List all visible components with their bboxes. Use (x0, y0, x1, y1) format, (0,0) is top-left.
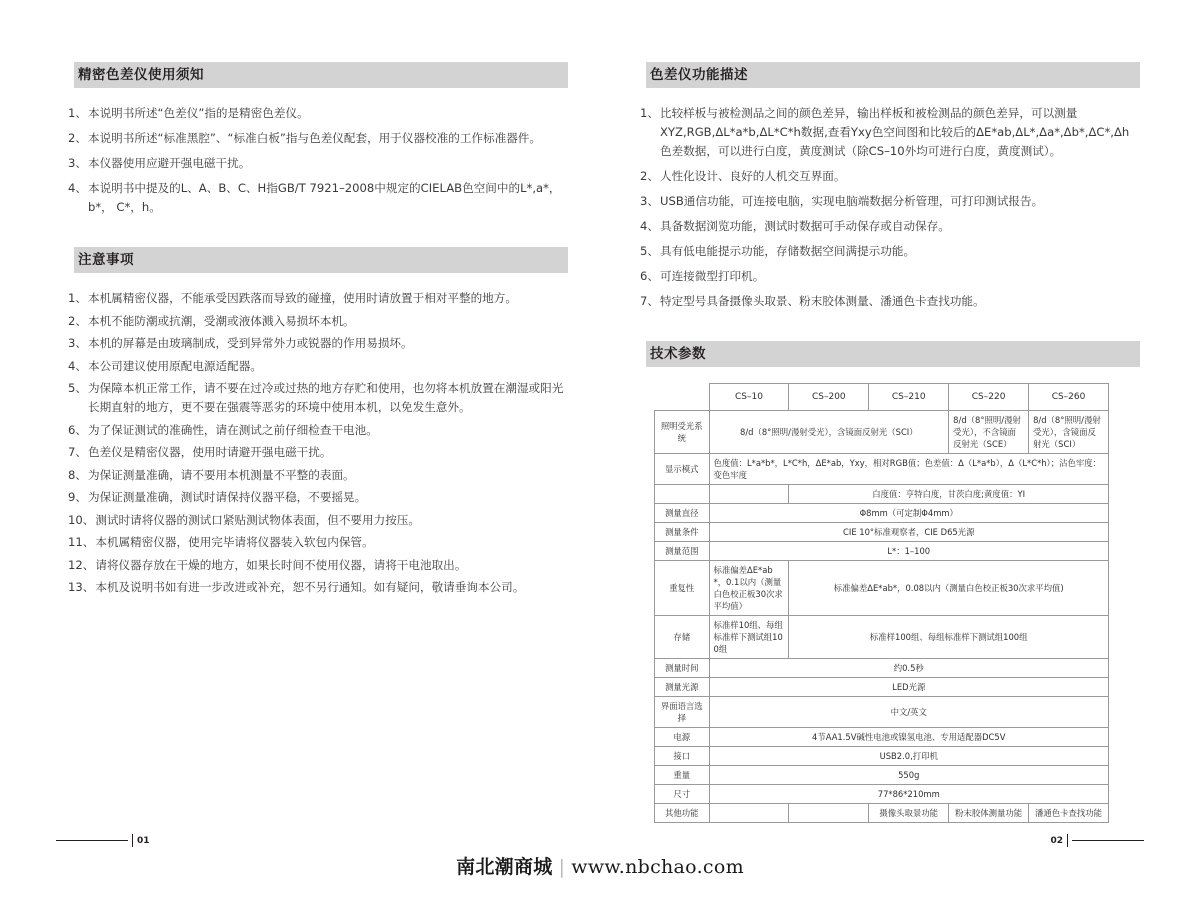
list-item (640, 217, 1140, 236)
page-right (600, 0, 1200, 905)
list-item-text: 本公司建议使用原配电源适配器。 (87, 358, 262, 373)
list-item-text: 本机的屏幕是由玻璃制成，受到异常外力或锐器的作用易损坏。 (87, 336, 413, 350)
spec-table-row-label: 电源 (655, 728, 710, 747)
list-item (68, 379, 568, 417)
brand-footer (0, 852, 1200, 879)
spec-table-cell (709, 804, 789, 823)
list-item-number: 1、 (68, 291, 87, 305)
list-item (68, 533, 568, 552)
list-item-number: 3、 (68, 156, 87, 170)
spec-table-cell: LED光源 (709, 678, 1109, 697)
list-item-text: 特定型号具备摄像头取景、粉末胶体测量、潘通色卡查找功能。 (659, 294, 985, 308)
list-item (640, 267, 1140, 286)
list-item (640, 104, 1140, 161)
list-item (68, 511, 568, 530)
list-item-number: 4、 (640, 219, 659, 233)
list-item-number: 1、 (640, 106, 659, 120)
spec-table-cell: 标准样10组、每组标准样下测试组100组 (709, 616, 789, 659)
spec-table-model-header: CS–200 (789, 384, 869, 411)
list-item-number: 5、 (640, 244, 659, 258)
list-item-text: 比较样板与被检测品之间的颜色差异，输出样板和被检测品的颜色差异，可以测量XYZ,RGB,ΔL*a*b,ΔL*C*h数据,查看Yxy色空间图和比较后的ΔE*ab,ΔL*,Δa*,Δb*,ΔC*,Δh色差数据，可以进行白度，黄度测试（除CS–10外均可进行白度，黄度测试）。 (659, 106, 1130, 158)
spec-table-row (655, 561, 1109, 616)
list-item-number: 6、 (640, 269, 659, 283)
list-item (68, 129, 568, 148)
spec-table-cell: 8/d（8°照明/漫射受光），含镜面反射光（SCI） (1029, 411, 1109, 454)
list-item-number: 2、 (68, 313, 87, 328)
spec-table-cell: 约0.5秒 (709, 659, 1109, 678)
spec-table-model-header: CS–220 (949, 384, 1029, 411)
list-item-number: 13、 (68, 580, 95, 594)
spec-table (654, 383, 1109, 823)
spec-table-cell (709, 485, 789, 504)
page-number-tick (1067, 834, 1068, 847)
spec-table-model-header: CS–10 (709, 384, 789, 411)
list-item (68, 154, 568, 173)
spec-table-row-label: 尺寸 (655, 785, 710, 804)
spec-table-cell: 550g (709, 766, 1109, 785)
list-item-text: 具备数据浏览功能，测试时数据可手动保存或自动保存。 (659, 219, 950, 233)
list-item-number: 3、 (68, 336, 87, 350)
spec-table-row (655, 411, 1109, 454)
spec-table-row (655, 523, 1109, 542)
list-item (640, 192, 1140, 211)
spec-table-row-label: 接口 (655, 747, 710, 766)
spec-table-corner-cell (655, 384, 710, 411)
list-item-number: 10、 (68, 512, 95, 527)
list-item-text: 本机及说明书如有进一步改进或补充，恕不另行通知。如有疑问，敬请垂询本公司。 (95, 580, 525, 594)
list-item-number: 2、 (640, 169, 659, 183)
spec-table-cell: 色度值：L*a*b*，L*C*h，ΔE*ab，Yxy，相对RGB值；色差值：Δ（L*a*b），Δ（L*C*h）；沾色牢度：变色牢度 (709, 454, 1109, 485)
list-item-text: 本说明书所述“色差仪”指的是精密色差仪。 (87, 106, 309, 120)
spec-table-row (655, 659, 1109, 678)
section-header-function-description (640, 62, 1140, 88)
list-item (68, 179, 568, 217)
spec-table-row (655, 485, 1109, 504)
list-item-text: 具有低电能提示功能，存储数据空间满提示功能。 (659, 244, 916, 258)
section-title: 色差仪功能描述 (650, 67, 748, 83)
list-item-number: 8、 (68, 467, 87, 482)
spec-table-row (655, 804, 1109, 823)
list-item-text: 色差仪是精密仪器，使用时请避开强电磁干扰。 (87, 445, 332, 459)
spec-table-row (655, 678, 1109, 697)
list-item (68, 556, 568, 575)
function-description-list (640, 104, 1140, 311)
list-item-number: 7、 (640, 294, 659, 308)
spec-table-row-label: 测量条件 (655, 523, 710, 542)
page-number-value: 01 (137, 835, 150, 846)
spec-table-row (655, 504, 1109, 523)
list-item-number: 1、 (68, 106, 87, 120)
spec-table-cell: 粉末胶体测量功能 (949, 804, 1029, 823)
section-title: 精密色差仪使用须知 (78, 67, 204, 83)
spec-table-row (655, 747, 1109, 766)
list-item-text: 为保证测量准确，测试时请保持仪器平稳，不要摇晃。 (87, 490, 367, 504)
spec-table-cell: 4节AA1.5V碱性电池或镍氢电池、专用适配器DC5V (709, 728, 1109, 747)
list-item-text: 本说明书所述“标准黑腔”、“标准白板”指与色差仪配套，用于仪器校准的工作标准器件。 (87, 131, 541, 145)
list-item-number: 3、 (640, 194, 659, 208)
notice-list-cautions (68, 289, 568, 597)
spec-table-cell: 标准偏差ΔE*ab*，0.08以内（测量白色校正板30次求平均值) (789, 561, 1109, 616)
list-item (68, 289, 568, 308)
list-item-number: 9、 (68, 490, 87, 504)
list-item (68, 104, 568, 123)
spec-table-row-label: 测量直径 (655, 504, 710, 523)
list-item (68, 357, 568, 376)
spec-table-row-label: 显示模式 (655, 454, 710, 485)
list-item (640, 292, 1140, 311)
list-item-text: 可连接微型打印机。 (659, 269, 765, 283)
spec-table-row-label: 测量光源 (655, 678, 710, 697)
list-item-number: 5、 (68, 381, 87, 395)
spec-table-row-label: 测量时间 (655, 659, 710, 678)
spec-table-cell: L*：1–100 (709, 542, 1109, 561)
spec-table-container (640, 383, 1140, 823)
page-number-rule (1072, 840, 1144, 841)
section-title: 注意事项 (78, 252, 134, 268)
list-item-text: 请将仪器存放在干燥的地方，如果长时间不使用仪器，请将干电池取出。 (95, 557, 467, 572)
spec-table-row (655, 616, 1109, 659)
list-item (640, 242, 1140, 261)
list-item-number: 6、 (68, 422, 87, 437)
spec-table-row-label (655, 485, 710, 504)
list-item-text: 为保障本机正常工作，请不要在过冷或过热的地方存贮和使用，也勿将本机放置在潮湿或阳光长期直射的地方，更不要在强震等恶劣的环境中使用本机，以免发生意外。 (87, 381, 564, 414)
spec-table-model-header: CS–210 (869, 384, 949, 411)
spec-table-row (655, 542, 1109, 561)
notice-list-precision (68, 104, 568, 217)
spec-table-row-label: 其他功能 (655, 804, 710, 823)
list-item-text: 为保证测量准确，请不要用本机测量不平整的表面。 (87, 467, 355, 482)
list-item-text: 本机属精密仪器，不能承受因跌落而导致的碰撞，使用时请放置于相对平整的地方。 (87, 291, 517, 305)
spec-table-row (655, 728, 1109, 747)
spec-table-cell: 8/d（8°照明/漫射受光），含镜面反射光（SCI） (709, 411, 949, 454)
section-title: 技术参数 (650, 346, 706, 362)
spec-table-row (655, 454, 1109, 485)
brand-url: www.nbchao.com (571, 856, 744, 878)
list-item-number: 4、 (68, 358, 87, 373)
brand-separator: | (558, 856, 566, 878)
brand-name-cn: 南北潮商城 (456, 856, 553, 878)
spec-table-cell: USB2.0,打印机 (709, 747, 1109, 766)
spec-table-cell: 潘通色卡查找功能 (1029, 804, 1109, 823)
spec-table-cell: Φ8mm（可定制Φ4mm） (709, 504, 1109, 523)
list-item (68, 578, 568, 597)
list-item (68, 466, 568, 485)
list-item-text: 人性化设计、良好的人机交互界面。 (659, 169, 846, 183)
page-number-right (1050, 834, 1144, 847)
list-item-text: 测试时请将仪器的测试口紧贴测试物体表面，但不要用力按压。 (95, 512, 420, 527)
spec-table-row (655, 697, 1109, 728)
spec-table-cell: 中文/英文 (709, 697, 1109, 728)
spec-table-cell: 标准偏差ΔE*ab*，0.1以内（测量白色校正板30次求平均值） (709, 561, 789, 616)
spec-table-cell: CIE 10°标准观察者，CIE D65光源 (709, 523, 1109, 542)
list-item-number: 12、 (68, 557, 95, 572)
spec-table-cell: 8/d（8°照明/漫射受光），不含镜面反射光（SCE） (949, 411, 1029, 454)
list-item-text: 本机不能防潮或抗潮，受潮或液体溅入易损坏本机。 (87, 313, 355, 328)
section-header-precision-notice (68, 62, 568, 88)
section-header-tech-parameters (640, 341, 1140, 367)
list-item-text: 本仪器使用应避开强电磁干扰。 (87, 156, 251, 170)
spec-table-row-label: 存储 (655, 616, 710, 659)
list-item-text: USB通信功能，可连接电脑，实现电脑端数据分析管理，可打印测试报告。 (659, 194, 1044, 208)
spec-table-row-label: 界面语言选择 (655, 697, 710, 728)
spec-table-model-header: CS–260 (1029, 384, 1109, 411)
spec-table-row-label: 重量 (655, 766, 710, 785)
page-number-tick (132, 834, 133, 847)
spec-table-cell: 77*86*210mm (709, 785, 1109, 804)
list-item-number: 2、 (68, 131, 87, 145)
spec-table-cell: 摄像头取景功能 (869, 804, 949, 823)
spec-table-cell: 白度值：亨特白度，甘茨白度;黄度值：YI (789, 485, 1109, 504)
list-item (640, 167, 1140, 186)
list-item-text: 本说明书中提及的L、A、B、C、H指GB/T 7921–2008中规定的CIELAB色空间中的L*,a*，b*， C*，h。 (87, 181, 561, 214)
list-item (68, 312, 568, 331)
list-item (68, 443, 568, 462)
spec-table-row (655, 766, 1109, 785)
section-header-cautions (68, 247, 568, 273)
spec-table-row-label: 重复性 (655, 561, 710, 616)
list-item (68, 488, 568, 507)
list-item-number: 11、 (68, 535, 95, 549)
list-item-text: 本机属精密仪器，使用完毕请将仪器装入软包内保管。 (95, 535, 374, 549)
spec-table-cell: 标准样100组、每组标准样下测试组100组 (789, 616, 1109, 659)
page-number-rule (56, 840, 128, 841)
spec-table-header-row (655, 384, 1109, 411)
list-item (68, 421, 568, 440)
page-number-left (56, 834, 150, 847)
list-item-number: 7、 (68, 445, 87, 459)
page-number-value: 02 (1050, 835, 1063, 846)
spec-table-row-label: 测量范围 (655, 542, 710, 561)
list-item-text: 为了保证测试的准确性，请在测试之前仔细检查干电池。 (87, 422, 378, 437)
spec-table-row-label: 照明受光系统 (655, 411, 710, 454)
list-item (68, 334, 568, 353)
list-item-number: 4、 (68, 181, 87, 195)
spec-table-row (655, 785, 1109, 804)
spec-table-cell (789, 804, 869, 823)
